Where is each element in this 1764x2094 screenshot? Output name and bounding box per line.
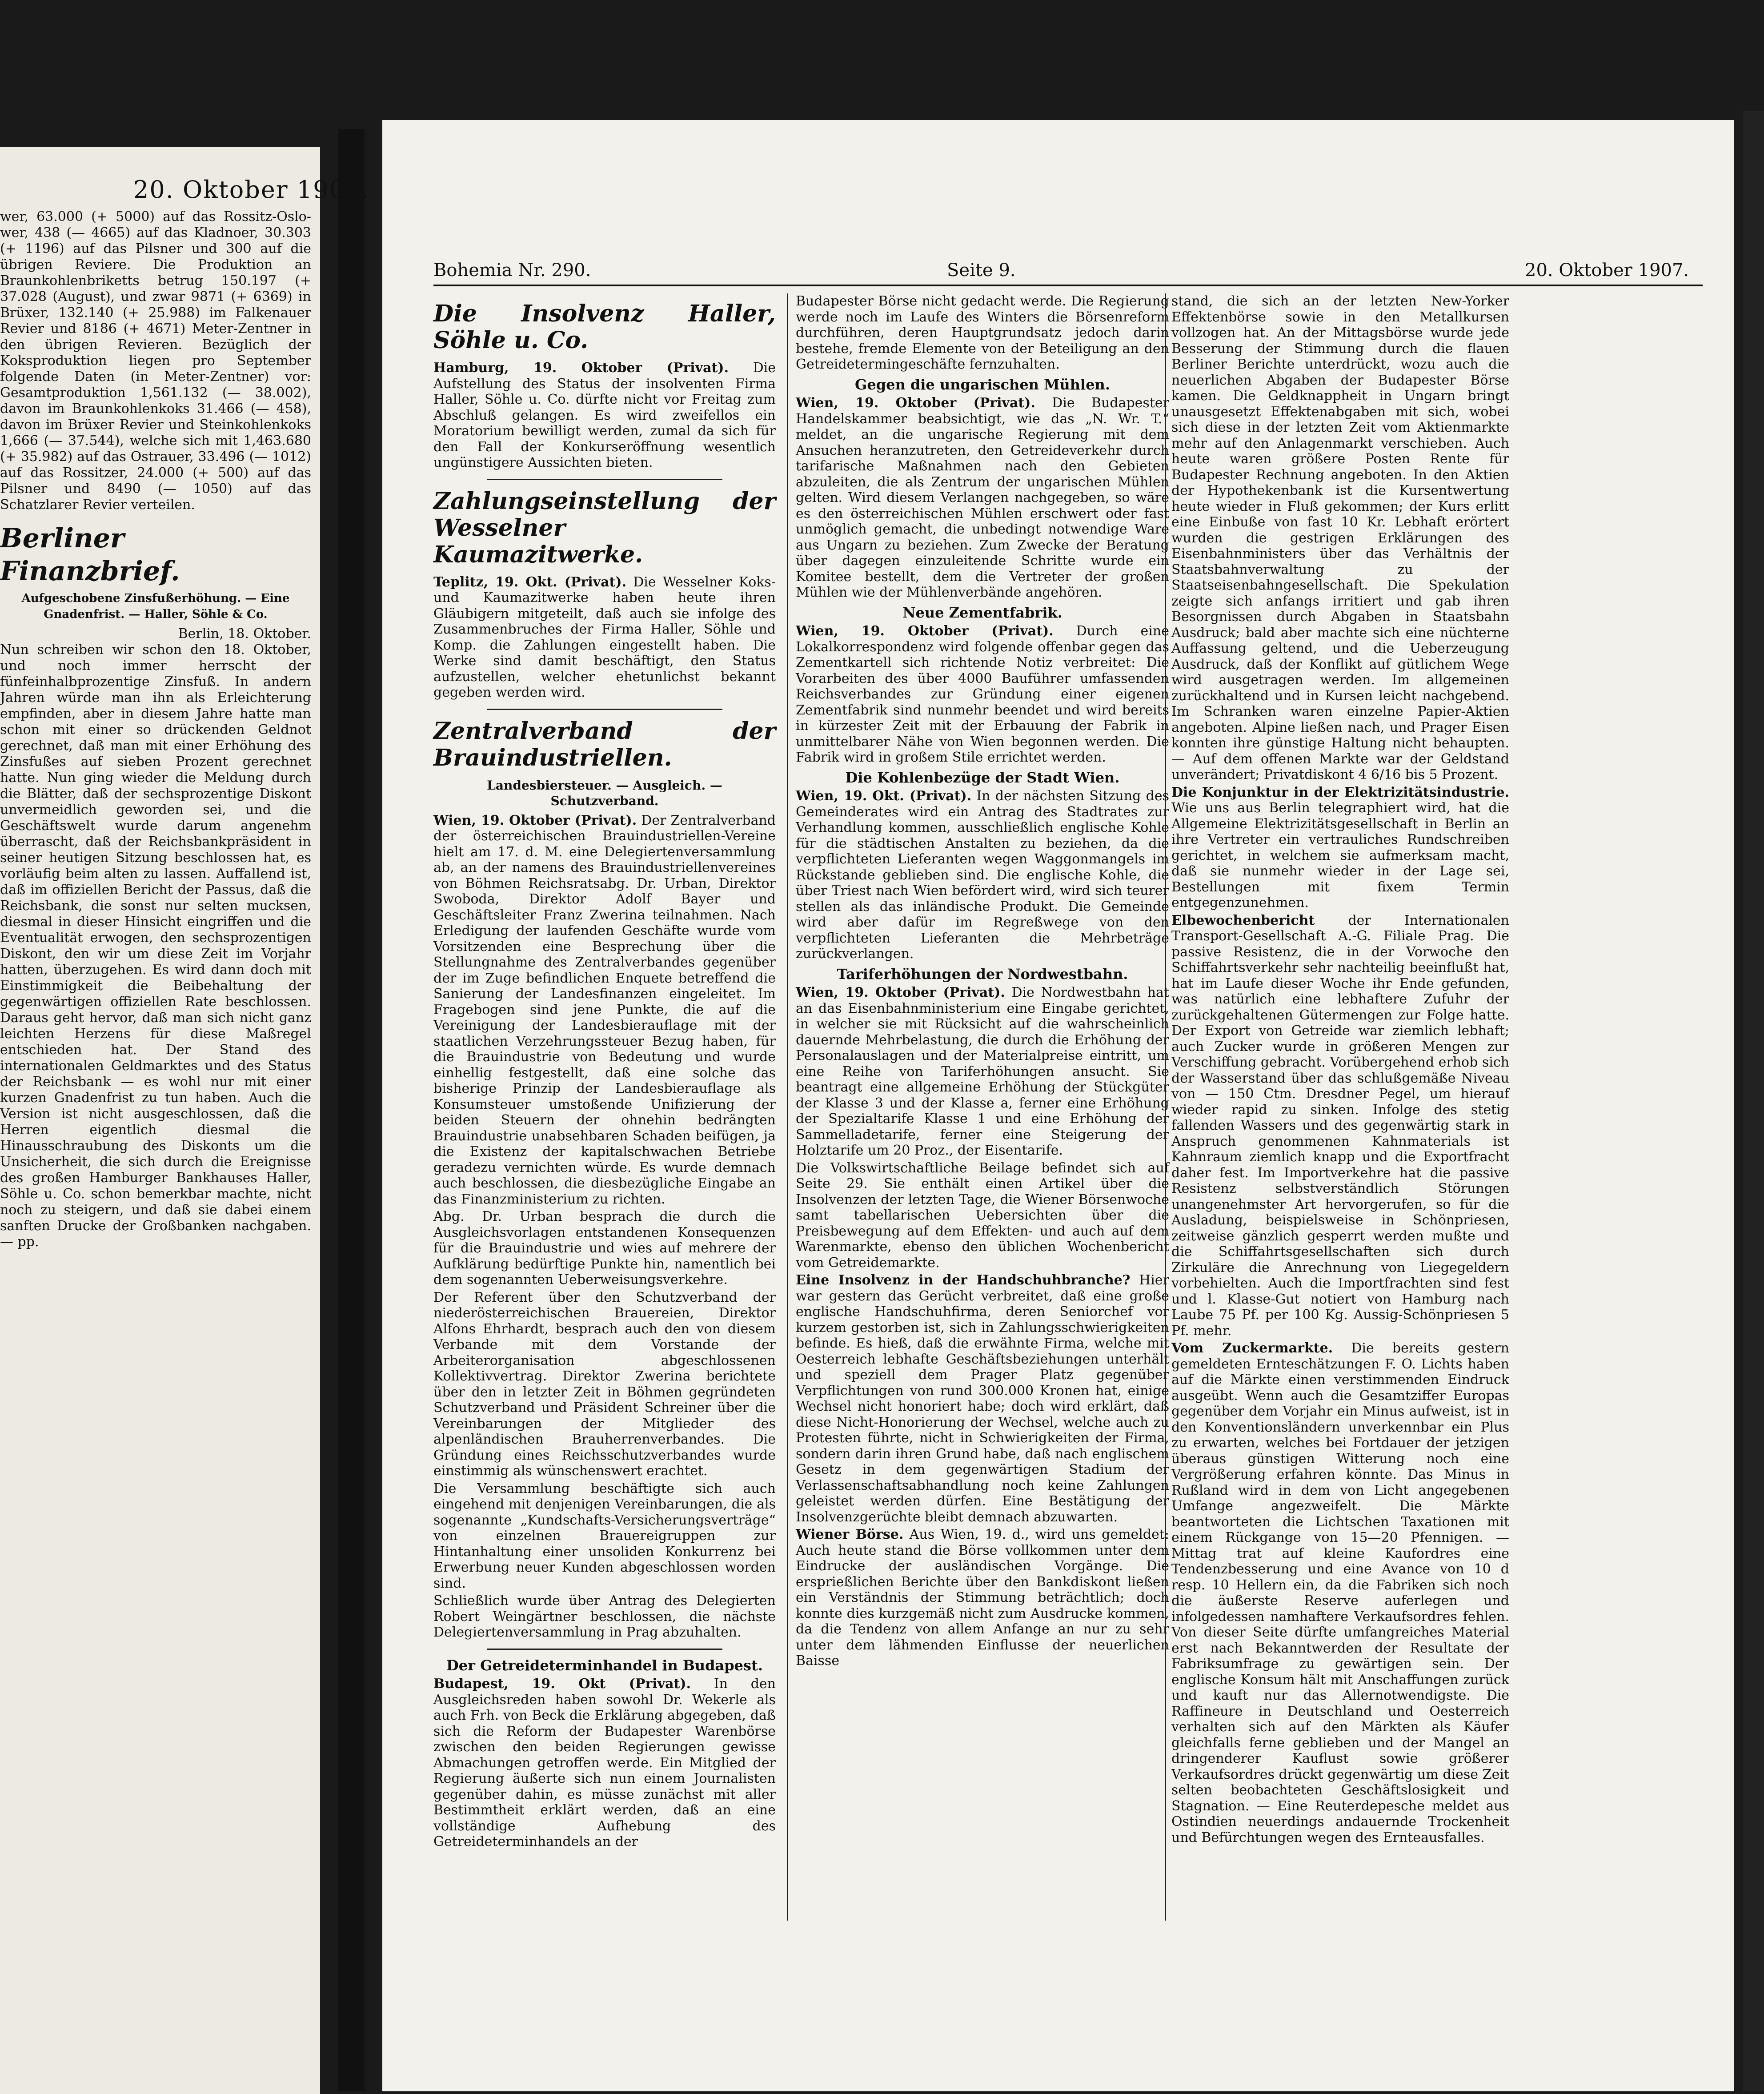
article-title: Der Getreideterminhandel in Budapest. bbox=[446, 1657, 763, 1674]
article-text: Die Budapester Handelskammer beabsichtigt, wie das „N. Wr. T.“ meldet, an die ungarische Regierung mit dem Ansuchen heranzutreten, den Getreideverkehr durch tarifarische Maßnahmen nach den Gebieten abzuleiten, die als Zentrum der ungarischen Mühlen gelten. Wird diesem Verlangen nachgegeben, so wäre es den österreichischen Mühlen erschwert oder fast unmöglich gemacht, die unbedingt notwendige Ware aus Ungarn zu beziehen. Zum Zwecke der Beratung über dagegen einzuleitende Schritte wurde ein Komitee bestellt, dem die Vertreter der großen Mühlen wie der Mühlenverbände angehören. bbox=[796, 395, 1169, 600]
column-3 bbox=[1171, 293, 1509, 1847]
dateline: Wien, 19. Okt. (Privat). bbox=[796, 788, 972, 804]
column-rule-1 bbox=[787, 293, 788, 1921]
article-text: Die Nordwestbahn hat an das Eisenbahnministerium eine Eingabe gerichtet, in welcher sie mit Rücksicht auf die wahrscheinlich dauernde Mehrbelastung, die durch die Erhöhung der Personalauslagen und der Materialpreise eintritt, um eine Reihe von Tariferhöhungen ansucht. Sie beantragt eine allgemeine Erhöhung der Stückgüter der Klasse 3 und der Klasse a, ferner eine Erhöhung der Spezialtarife Klasse 1 und eine Erhöhung der Sammelladetarife, ferner eine Steigerung der Holztarife um 20 Proz., der Eisentarife. bbox=[796, 985, 1170, 1158]
article-title: Eine Insolvenz in der Handschuhbranche? bbox=[796, 1272, 1131, 1288]
article-title: Die Konjunktur in der Elektrizitätsindustrie. bbox=[1171, 784, 1509, 800]
dateline: Wien, 19. Oktober (Privat). bbox=[433, 812, 637, 828]
dateline: Wien, 19. Oktober (Privat). bbox=[796, 985, 1005, 1000]
left-article-dateline: Berlin, 18. Oktober. bbox=[178, 626, 311, 642]
page-header-date: 20. Oktober 1907. bbox=[1525, 260, 1689, 281]
book-gutter bbox=[338, 129, 365, 2091]
article-text: Schließlich wurde über Antrag des Delegierten Robert Weingärtner beschlossen, die nächste Delegiertenversammlung in Prag abzuhalten. bbox=[433, 1593, 776, 1640]
dateline: Hamburg, 19. Oktober (Privat). bbox=[433, 360, 729, 376]
article-title: Elbewochenbericht bbox=[1171, 912, 1315, 928]
article-title: Zahlungseinstellung der Wesselner Kaumazitwerke. bbox=[433, 487, 776, 568]
dateline: Wien, 19. Oktober (Privat). bbox=[796, 395, 1035, 411]
left-article-heading: Berliner Finanzbrief. bbox=[0, 523, 180, 587]
page-header-title: Bohemia Nr. 290. bbox=[433, 260, 591, 281]
dateline: Wien, 19. Oktober (Privat). bbox=[796, 623, 1054, 639]
article-text: Wie uns aus Berlin telegraphiert wird, hat die Allgemeine Elektrizitätsgesellschaft in Berlin an ihre Vertreter ein vertrauliches Rundschreiben gerichtet, in welchem sie aufmerksam macht, daß sie nunmehr wieder in der Lage sei, Bestellungen mit fixem Termin entgegenzunehmen. bbox=[1171, 800, 1509, 911]
article-text: der Internationalen Transport-Gesellschaft A.-G. Filiale Prag. Die passive Resistenz, die in der Vorwoche den Schiffahrtsverkehr sehr nachteilig beeinflußt hat, hat im Laufe dieser Woche ihr Ende gefunden, was natürlich eine lebhaftere Zufuhr der zurückgehaltenen Gütermengen zur Folge hatte. Der Export von Getreide war ziemlich lebhaft; auch Zucker wurde in größeren Mengen zur Verschiffung gebracht. Vorübergehend erhob sich der Wasserstand über das schlußgemäße Niveau von — 150 Ctm. Dresdner Pegel, um hierauf wieder rapid zu sinken. Infolge des stetig fallenden Wassers und des gegenwärtig stark in Anspruch genommenen Kahnmaterials ist Kahnraum ziemlich knapp und die Exportfracht daher fest. Im Importverkehre hat die passive Resistenz selbstverständlich Störungen unangenehmster Art hervorgerufen, so für die Ausladung, beispielsweise in Schönpriesen, zeitweise gänzlich gesperrt werden mußte und die Schiffahrtsgesellschaften sich durch Zirkuläre die Anrechnung von Liegegeldern vorbehielten. Auch die Importfrachten sind fest und l. Klasse-Gut notiert von Hamburg nach Laube 75 Pf. per 100 Kg. Aussig-Schönpriesen 5 Pf. mehr. bbox=[1171, 912, 1509, 1339]
article-text: In der nächsten Sitzung des Gemeinderates wird ein Antrag des Stadtrates zur Verhandlung kommen, ausschließlich englische Kohle für die städtischen Anstalten zu beziehen, da die verpflichteten Lieferanten wegen Waggonmangels im Rückstande geblieben sind. Die englische Kohle, die über Triest nach Wien befördert wird, wird sich teurer stellen als das inländische Produkt. Die Gemeinde wird aber dafür im Regreßwege von den verpflichteten Lieferanten die Mehrbeträge zurückverlangen. bbox=[796, 788, 1169, 962]
article-text: Durch eine Lokalkorrespondenz wird folgende offenbar gegen das Zementkartell sich richtende Notiz verbreitet: Die Vorarbeiten des über 4000 Bauführer umfassenden Reichsverbandes zur Gründung einer eigenen Zementfabrik sind nunmehr beendet und wird bereits in kürzester Zeit mit der Erbauung der Fabrik in unmittelbarer Nähe von Wien begonnen werden. Die Fabrik wird in großem Stile errichtet werden. bbox=[796, 623, 1169, 765]
article-text: In den Ausgleichsreden haben sowohl Dr. Wekerle als auch Frh. von Beck die Erklärung abgegeben, daß sich die Reform der Budapester Warenbörse zwischen den beiden Regierungen gewisse Abmachungen getroffen werde. Ein Mitglied der Regierung äußerte sich nun einem Journalisten gegenüber dahin, es müsse zunächst mit aller Bestimmtheit erklärt werden, daß an eine vollständige Aufhebung des Getreideterminhandels an der bbox=[433, 1676, 776, 1849]
header-rule bbox=[433, 285, 1703, 286]
article-text: Abg. Dr. Urban besprach die durch die Ausgleichsvorlagen entstandenen Konsequenzen für die Brauindustrie und wies auf mehrere der Aufklärung bedürftige Punkte hin, namentlich bei dem sogenannten Ueberweisungsverkehre. bbox=[433, 1209, 776, 1288]
article-title: Die Insolvenz Haller, Söhle u. Co. bbox=[433, 300, 776, 354]
article-text: Die Wesselner Koks- und Kaumazitwerke haben heute ihren Gläubigern mitgeteilt, daß auch sie infolge des Zusammenbruches der Firma Haller, Söhle und Komp. die Zahlungen eingestellt haben. Die Werke sind damit beschäftigt, den Status aufzustellen, welcher ehetunlichst bekannt gegeben werden wird. bbox=[433, 574, 776, 700]
article-title: Tariferhöhungen der Nordwestbahn. bbox=[837, 965, 1128, 983]
article-text: Budapester Börse nicht gedacht werde. Die Regierung werde noch im Laufe des Winters die Börsenreform durchführen, deren Hauptgrundsatz jedoch darin bestehe, fremde Elemente von der Beteiligung an den Getreidetermingeschäfte fernzuhalten. bbox=[796, 293, 1169, 372]
page-header-number: Seite 9. bbox=[947, 260, 1016, 281]
article-text: Der Zentralverband der österreichischen Brauindustriellen-Vereine hielt am 17. d. M. eine Delegiertenversammlung ab, an der namens des Brauindustriellenvereines von Böhmen Reichsratsabg. Dr. Urban, Direktor Swoboda, Direktor Adolf Bayer und Geschäftsleiter Franz Zwerina teilnahmen. Nach Erledigung der laufenden Geschäfte wurde vom Vorsitzenden eine Besprechung über die Stellungnahme des Zentralverbandes gegenüber der im Zuge befindlichen Enquete betreffend die Sanierung der Landesfinanzen eingeleitet. Im Fragebogen sind jene Punkte, die auf die Vereinigung der Landesbierauflage mit der staatlichen Verzehrungssteuer Bezug haben, für die Brauindustrie von Bedeutung und wurde einhellig festgestellt, daß eine solche das bisherige Prinzip der Landesbierauflage als Konsumsteuer umstoßende Unifizierung der beiden Steuern der ohnehin bedrängten Brauindustrie unabsehbaren Schaden beifügen, ja die Existenz der kapitalschwachen Betriebe geradezu vernichten würde. Es wurde demnach auch beschlossen, die diesbezügliche Eingabe an das Finanzministerium zu richten. bbox=[433, 812, 776, 1207]
article-text: Aus Wien, 19. d., wird uns gemeldet: Auch heute stand die Börse vollkommen unter dem Eindrucke der ausländischen Vorgänge. Die ersprießlichen Berichte über den Bankdiskont ließen ein Verständnis der Stimmung beträchtlich; doch konnte dies kurzgemäß nicht zum Ausdrucke kommen, da die Tendenz von allem Anfange an nur zu sehr unter dem lähmenden Einflusse der neuerlichen Baisse bbox=[796, 1527, 1169, 1669]
article-separator bbox=[487, 709, 722, 710]
left-article-body: Nun schreiben wir schon den 18. Oktober, und noch immer herrscht der fünfeinhalbprozentige Zinsfuß. In andern Jahren würde man ihn als Erleichterung empfinden, aber in diesem Jahre hatte man schon mit einer so drückenden Geldnot gerechnet, daß man mit einer Erhöhung des Zinsfußes auf sieben Prozent gerechnet hatte. Nun ging wieder die Meldung durch die Blätter, daß der sechsprozentige Diskont unvermeidlich geworden sei, und die Geschäftswelt wurde darum angenehm überrascht, daß der Reichsbankpräsident in seiner heutigen Sitzung beschlossen hat, es vorläufig beim alten zu lassen. Auffallend ist, daß im offiziellen Bericht der Passus, daß die Reichsbank, die sonst nur selten mucksen, diesmal in dieser Hinsicht eingriffen und die Eventualität erwogen, den sechsprozentigen Diskont, den wir um diese Zeit im Vorjahr hatten, überzugehen. Es wird dann doch mit Einstimmigkeit die Beibehaltung der gegenwärtigen offiziellen Rate beschlossen. Daraus geht hervor, daß man sich nicht ganz leichten Herzens für diese Maßregel entschieden hat. Der Stand des internationalen Geldmarktes und des Status der Reichsbank — es wohl nur mit einer kurzen Gnadenfrist zu tun haben. Auch die Version ist nicht ausgeschlossen, daß die Herren eigentlich diesmal die Hinausschraubung des Diskonts um die Unsicherheit, die sich durch die Ereignisse des großen Hamburger Bankhauses Haller, Söhle u. Co. schon bemerkbar machte, nicht noch zu steigern, und daß sie dabei einem sanften Drucke der Großbanken nachgaben. — pp. bbox=[0, 642, 311, 1250]
article-text: Die Aufstellung des Status der insolventen Firma Haller, Söhle u. Co. dürfte nicht vor Freitag zum Abschluß gelangen. Es wird zweifellos ein Moratorium bewilligt werden, zumal da sich für den Fall der Konkurseröffnung wesentlich ungünstigere Aussichten bieten. bbox=[433, 360, 776, 470]
article-separator bbox=[487, 479, 722, 480]
dateline: Teplitz, 19. Okt. (Privat). bbox=[433, 574, 627, 590]
article-separator bbox=[487, 1649, 722, 1650]
article-title: Wiener Börse. bbox=[796, 1527, 904, 1542]
left-top-paragraph: wer, 63.000 (+ 5000) auf das Rossitz-Oslo-wer, 438 (— 4665) auf das Kladnoer, 30.303 (+ 1196) auf das Pilsner und 300 auf die übrigen Reviere. Die Produktion an Braunkohlenbriketts betrug 150.197 (+ 37.028 (August), und zwar 9871 (+ 6369) in Brüxer, 132.140 (+ 25.988) im Falkenauer Revier und 8186 (+ 4671) Meter-Zentner in den übrigen Revieren. Bezüglich der Koksproduktion liegen pro September folgende Daten (in Meter-Zentner) vor: Gesamtproduktion 1,561.132 (— 38.002), davon im Braunkohlenkoks 31.466 (— 458), davon im Brüxer Revier und Steinkohlenkoks 1,666 (— 37.544), welche sich mit 1,463.680 (+ 35.982) auf das Ostrauer, 33.496 (— 1012) auf das Rossitzer, 24.000 (+ 500) auf das Pilsner und 8490 (— 1050) auf das Schatzlarer Revier verteilen. bbox=[0, 209, 311, 513]
dateline: Budapest, 19. Okt (Privat). bbox=[433, 1676, 691, 1692]
left-page-column bbox=[0, 209, 311, 1253]
left-article-subheading: Aufgeschobene Zinsfußerhöhung. — Eine Gnadenfrist. — Haller, Söhle & Co. bbox=[21, 592, 290, 621]
article-title: Vom Zuckermarkte. bbox=[1171, 1340, 1333, 1356]
article-subtitle: Landesbiersteuer. — Ausgleich. — Schutzverband. bbox=[487, 778, 722, 808]
article-text: Der Referent über den Schutzverband der niederösterreichischen Brauereien, Direktor Alfons Ehrhardt, besprach auch den von diesem Verbande mit dem Vorstande der Arbeiterorganisation abgeschlossenen Kollektivvertrag. Direktor Zwerina berichtete über den in letzter Zeit in Böhmen gegründeten Schutzverband und Präsident Schreiner über die Vereinbarungen der Mitglieder des alpenländischen Brauherrenverbandes. Die Gründung eines Reichsschutzverbandes wurde einstimmig als wünschenswert erachtet. bbox=[433, 1289, 776, 1479]
article-text: Die Versammlung beschäftigte sich auch eingehend mit denjenigen Vereinbarungen, die als sogenannte „Kundschafts-Versicherungsverträge“ von einzelnen Brauereigruppen zur Hintanhaltung einer unsoliden Konkurrenz bei Erwerbung neuer Kunden abgeschlossen worden sind. bbox=[433, 1480, 776, 1591]
article-title: Die Kohlenbezüge der Stadt Wien. bbox=[845, 769, 1120, 786]
article-text: Die bereits gestern gemeldeten Ernteschätzungen F. O. Lichts haben auf die Märkte einen verstimmenden Eindruck ausgeübt. Wenn auch die Gesamtziffer Europas gegenüber dem Vorjahr ein Minus aufweist, ist in den Konventionsländern unverkennbar ein Plus zu erwarten, welches bei Fortdauer der jetzigen überaus günstigen Witterung noch eine Vergrößerung erfahren könnte. Das Minus in Rußland wird in dem von Licht angegebenen Umfange angezweifelt. Die Märkte beantworteten die Lichtschen Taxationen mit einem Rückgange von 15—20 Pfennigen. — Mittag trat auf kleine Kaufordres eine Tendenzbesserung und eine Avance von 10 d resp. 10 Hellern ein, da die Fabriken sich noch die äußerste Reserve auferlegen und infolgedessen namhaftere Verkaufsordres fehlen. Von dieser Seite dürfte umfangreiches Material erst nach Bekanntwerden der Resultate der Fabriksumfrage zu gewärtigen sein. Der englische Konsum hält mit Anschaffungen zurück und kauft nur das Allernotwendigste. Die Raffineure in Deutschland und Oesterreich verhalten sich auf den Märkten als Käufer gleichfalls ferne geblieben und der Mangel an dringenderer Kauflust sowie größerer Verkaufsordres drückt gegenwärtig um diese Zeit selten beobachteten Geschäftslosigkeit und Stagnation. — Eine Reuterdepesche meldet aus Ostindien neuerdings andauernde Trockenheit und Befürchtungen wegen des Ernteausfalles. bbox=[1171, 1340, 1509, 1845]
article-title: Zentralverband der Brauindustriellen. bbox=[433, 717, 776, 771]
article-title: Gegen die ungarischen Mühlen. bbox=[855, 376, 1110, 393]
article-text: Die Volkswirtschaftliche Beilage befindet sich auf Seite 29. Sie enthält einen Artikel über die Insolvenzen der letzten Tage, die Wiener Börsenwoche samt tabellarischen Uebersichten über die Preisbewegung auf dem Effekten- und auch auf dem Warenmarkte, ebenso den üblichen Wochenbericht vom Getreidemarkte. bbox=[796, 1160, 1169, 1271]
column-1 bbox=[433, 293, 776, 1852]
page-edge-shadow bbox=[1743, 111, 1764, 2091]
article-text: Hier war gestern das Gerücht verbreitet, daß eine große englische Handschuhfirma, deren Seniorchef vor kurzem gestorben ist, sich in Zahlungsschwierigkeiten befinde. Es hieß, daß die erwähnte Firma, welche mit Oesterreich lebhafte Geschäftsbeziehungen unterhält und speziell dem Prager Platz gegenüber Verpflichtungen von rund 300.000 Kronen hat, einige Wechsel nicht honoriert habe; doch wird erklärt, daß diese Nicht-Honorierung der Wechsel, welche auch zu Protesten führte, nicht in Schwierigkeiten der Firma, sondern darin ihren Grund habe, daß nach englischem Gesetz in dem gegenwärtigen Stadium der Verlassenschaftsabhandlung noch keine Zahlungen geleistet werden dürfen. Eine Bestätigung der Insolvenzgerüchte bleibt demnach abzuwarten. bbox=[796, 1272, 1169, 1525]
column-2 bbox=[796, 293, 1169, 1671]
article-title: Neue Zementfabrik. bbox=[902, 604, 1062, 621]
article-text: stand, die sich an der letzten New-Yorker Effektenbörse sowie in den Metallkursen vollzogen hat. An der Mittagsbörse wurde jede Besserung der Stimmung durch die flauen Berliner Berichte unterdrückt, wozu auch die neuerlichen Abgaben der Budapester Börse kamen. Die Geldknappheit in Ungarn bringt unausgesetzt Effektenabgaben mit sich, wobei sich diese in der letzten Zeit vom Aktienmarkte mehr auf den Anlagenmarkt verschieben. Auch heute waren größere Posten Rente für Budapester Rechnung angeboten. In den Aktien der Hypothekenbank ist die Kursentwertung heute wieder in Fluß gekommen; der Kurs erlitt eine Einbuße von fast 10 Kr. Lebhaft erörtert wurden die gestrigen Erklärungen des Eisenbahnministers über das Verhältnis der Staatsbahnverwaltung zu der Staatseisenbahngesellschaft. Die Spekulation zeigte sich anfangs irritiert und gab ihren Besorgnissen durch Abgaben in Staatsbahn Ausdruck; bald aber machte sich eine nüchterne Auffassung geltend, und die Ueberzeugung Ausdruck, daß der Konflikt auf gütlichem Wege wird ausgetragen werden. Im allgemeinen zurückhaltend und in Kursen leicht nachgebend. Im Schranken waren einzelne Papier-Aktien angeboten. Alpine ließen nach, und Prager Eisen konnten ihre günstige Haltung nicht behaupten. — Auf dem offenen Markte war der Geldstand unverändert; Privatdiskont 4 6/16 bis 5 Prozent. bbox=[1171, 293, 1509, 782]
left-page-date: 20. Oktober 1907. bbox=[133, 176, 370, 204]
